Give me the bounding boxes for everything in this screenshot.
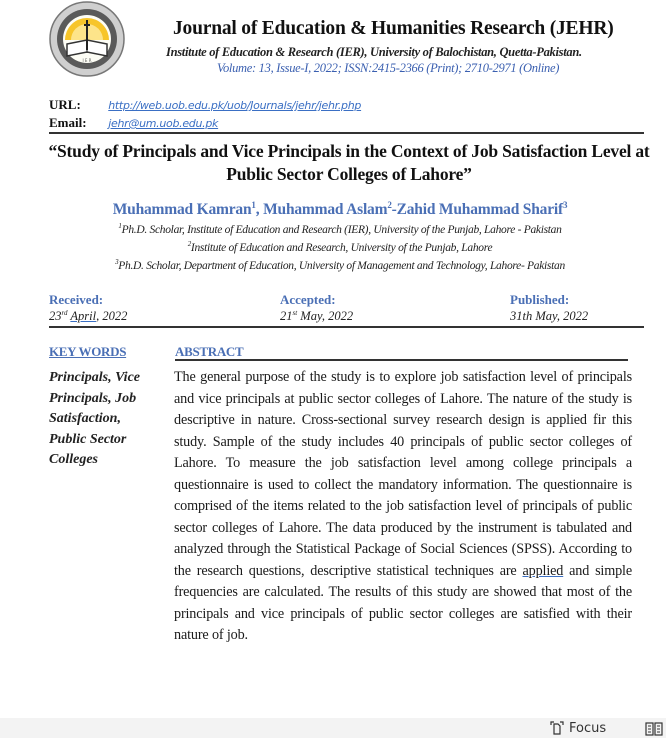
author-name: Muhammad Aslam xyxy=(263,201,388,219)
email-link[interactable]: jehr@um.uob.edu.pk xyxy=(108,117,219,130)
author-separator: - xyxy=(391,201,397,219)
read-mode-icon[interactable] xyxy=(645,721,663,737)
author-separator: , xyxy=(255,201,260,219)
affiliation xyxy=(40,222,640,236)
email-label: Email: xyxy=(49,115,87,130)
focus-button[interactable] xyxy=(549,720,606,736)
accepted-value xyxy=(280,309,353,324)
received-suffix: rd xyxy=(61,309,68,317)
status-bar xyxy=(0,718,666,738)
authors-line xyxy=(40,200,640,219)
affiliation-mark: 2 xyxy=(187,240,191,248)
keywords-list: Principals, Vice Principals, Job Satisfaction, Public Sector Colleges xyxy=(49,370,140,467)
accepted-rest: May, 2022 xyxy=(297,309,354,324)
journal-volume-issn: Volume: 13, Issue-I, 2022; ISSN:2415-2366 (Print); 2710-2971 (Online) xyxy=(217,61,560,75)
author-mark: 2 xyxy=(387,200,392,210)
paper-title: “Study of Principals and Vice Principals in the Context of Job Satisfaction Level at Public Sector Colleges of Lahore” xyxy=(48,141,650,184)
received-value xyxy=(49,309,127,324)
author-mark: 1 xyxy=(251,200,256,210)
author-name: Muhammad Kamran xyxy=(112,201,252,219)
affiliation-text: Ph.D. Scholar, Institute of Education and Research (IER), University of the Punjab, Lahore - Pakistan xyxy=(121,223,562,236)
accepted-suffix: st xyxy=(292,309,298,317)
keywords-heading: KEY WORDS xyxy=(49,344,127,359)
abstract-heading: ABSTRACT xyxy=(175,344,244,359)
affiliation-text: Institute of Education and Research, University of the Punjab, Lahore xyxy=(190,241,493,254)
email-row xyxy=(49,115,218,131)
received-year: , 2022 xyxy=(96,309,128,324)
abstract-body xyxy=(174,367,632,647)
received-day: 23 xyxy=(49,309,62,324)
affiliation-mark: 1 xyxy=(118,222,122,230)
published-label: Published: xyxy=(510,292,570,307)
focus-label: Focus xyxy=(569,720,607,736)
header-divider xyxy=(49,132,644,134)
abstract-text: and simple frequencies are calculated. The results of this study are showed that most of the principals and vice principals of public sector colleges are satisfied with their nature of job. xyxy=(174,562,632,643)
journal-title: Journal of Education & Humanities Research (JEHR) xyxy=(173,18,614,39)
accepted-day: 21 xyxy=(280,309,293,324)
received-label: Received: xyxy=(49,292,104,307)
affiliation xyxy=(40,240,640,254)
dates-divider xyxy=(49,326,644,328)
accepted-date xyxy=(280,292,353,324)
author-mark: 3 xyxy=(562,200,568,210)
journal-logo xyxy=(46,0,128,78)
accepted-label: Accepted: xyxy=(280,292,336,307)
author-name: Zahid Muhammad Sharif xyxy=(396,201,563,219)
published-date xyxy=(510,292,588,324)
spellcheck-flagged-word[interactable]: applied xyxy=(522,562,564,579)
focus-icon xyxy=(549,720,565,736)
published-value: 31th May, 2022 xyxy=(510,309,589,323)
received-month: April xyxy=(70,309,97,324)
journal-institute: Institute of Education & Research (IER), University of Balochistan, Quetta-Pakistan. xyxy=(166,45,582,59)
affiliation-mark: 3 xyxy=(115,258,119,266)
abstract-heading-rule xyxy=(175,359,628,361)
url-link[interactable]: http://web.uob.edu.pk/uob/Journals/jehr/jehr.php xyxy=(108,99,362,112)
affiliation-text: Ph.D. Scholar, Department of Education, University of Management and Technology, Lahore- Pakistan xyxy=(118,259,565,272)
url-row xyxy=(49,97,361,113)
url-label: URL: xyxy=(49,97,81,112)
svg-text:I E R: I E R xyxy=(82,58,92,63)
affiliation xyxy=(40,258,640,272)
abstract-text: The general purpose of the study is to explore job satisfaction level of principals and vice principals at public sector colleges of Lahore. The nature of the study is descriptive in nature. Cross-sectional survey research design is applied fir this study. Sample of the study includes 40 principals of public sector colleges of Lahore. To measure the job satisfaction level among college principals a questionnaire is used to collect the mandatory information. The questionnaire is comprised of the items related to the job satisfaction level of principals of public sector colleges of Lahore. The data produced by the instrument is tabulated and analyzed through the Statistical Package of Social Sciences (SPSS). According to the research questions, descriptive statistical techniques are xyxy=(174,369,632,579)
received-date xyxy=(49,292,127,324)
